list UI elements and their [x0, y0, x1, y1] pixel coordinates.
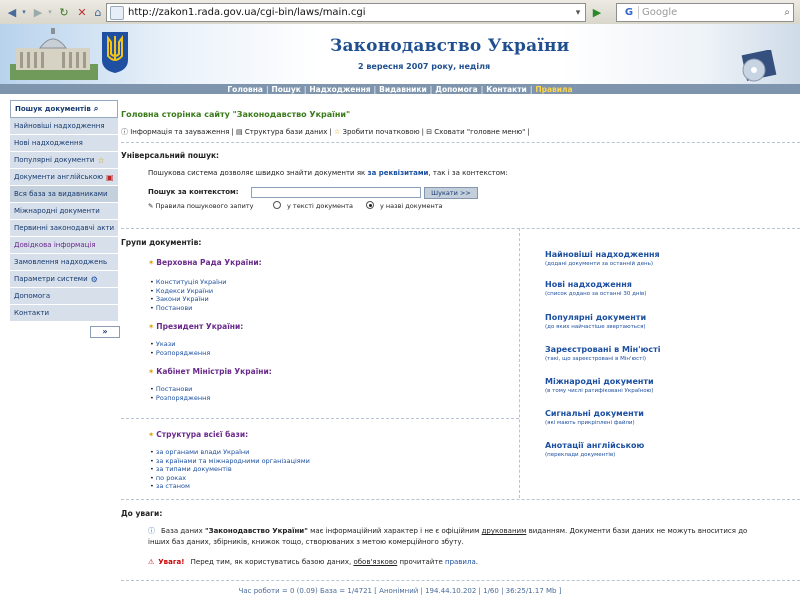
news-subtitle: (до яких найчастіше звертаються)	[545, 324, 646, 330]
sidebar-item-primary-acts[interactable]	[10, 220, 118, 237]
disclaimer-text: ⓘ База даних "Законодавство України" має інформаційний характер і не є офіційним друкованим виданням. Документи бази даних не можуть вноситися до інших баз даних, збірників, книжок тощо, створюваних з метою комерційного збуту.	[148, 527, 748, 546]
forward-icon[interactable]: ▶	[33, 5, 43, 19]
address-bar[interactable]	[106, 3, 586, 22]
magnifier-icon: ⌕	[93, 104, 99, 113]
context-search-label: Пошук за контекстом:	[148, 188, 239, 196]
radio-in-title[interactable]: у назві документа	[366, 201, 442, 210]
column-divider	[519, 228, 520, 498]
sidebar-item-label: Документи англійською	[14, 173, 104, 181]
attention-heading: До уваги:	[121, 509, 163, 518]
tool-info-link[interactable]: Інформація та зауваження	[130, 128, 230, 136]
star-icon: ☆	[333, 128, 341, 136]
topnav-home-link[interactable]: Головна	[227, 84, 263, 94]
sidebar-item-settings[interactable]	[10, 271, 118, 288]
cd-disc-icon	[740, 50, 778, 82]
sidebar-item-label: Міжнародні документи	[14, 207, 100, 215]
tool-hide-menu-link[interactable]: Сховати "головне меню"	[434, 128, 526, 136]
sidebar-item-subscriptions[interactable]	[10, 254, 118, 271]
news-registered[interactable]	[545, 345, 661, 362]
sidebar-item-reference[interactable]	[10, 237, 118, 254]
back-icon[interactable]: ◀	[7, 5, 17, 19]
warning-icon: ⚠	[148, 558, 155, 566]
hide-menu-icon: ⊟	[426, 128, 433, 136]
list-item[interactable]: • за органами влади України	[150, 448, 310, 457]
topnav-rules-link[interactable]: Правила	[535, 84, 573, 94]
news-subtitle: (додані документи за останній день)	[545, 261, 653, 267]
sidebar-item-help[interactable]	[10, 288, 118, 305]
uk-flag-icon: ▣	[106, 172, 114, 182]
news-subtitle: (такі, що зареєстровані в Мін'юсті)	[545, 356, 647, 362]
site-title: Законодавство України	[330, 36, 570, 56]
page-title: Головна сторінка сайту "Законодавство України"	[121, 110, 351, 119]
news-annotations[interactable]	[545, 441, 644, 458]
home-icon[interactable]: ⌂	[94, 5, 102, 19]
warning-text: ⚠ Увага! Перед тим, як користуватись базою даних, обов'язково прочитайте правила.	[148, 558, 478, 566]
search-box[interactable]	[616, 3, 794, 22]
back-dropdown-icon[interactable]: ▾	[22, 8, 26, 16]
list-item[interactable]: • Укази	[150, 340, 210, 349]
star-icon: ✶	[148, 258, 155, 267]
sidebar-item-label: Нові надходження	[14, 139, 83, 147]
news-title[interactable]: Найновіші надходження	[545, 250, 660, 259]
requisites-link[interactable]: за реквізитами	[367, 169, 429, 177]
news-subtitle: (переклади документів)	[545, 452, 616, 458]
news-new[interactable]	[545, 280, 646, 297]
news-popular[interactable]	[545, 313, 646, 330]
site-date: 2 вересня 2007 року, неділя	[358, 62, 491, 71]
list-item[interactable]: • за країнами та міжнародними організаціями	[150, 457, 310, 466]
topnav-help-link[interactable]: Допомога	[435, 84, 478, 94]
news-title[interactable]: Міжнародні документи	[545, 377, 654, 386]
list-item[interactable]: • за станом	[150, 482, 310, 491]
divider	[121, 228, 800, 229]
sidebar-item-label: Довідкова інформація	[14, 241, 96, 249]
forward-dropdown-icon[interactable]: ▾	[48, 8, 52, 16]
group-list-cabinet	[150, 385, 210, 402]
sidebar-item-search[interactable]	[10, 100, 118, 118]
sidebar-item-label: Контакти	[14, 309, 50, 317]
news-title[interactable]: Популярні документи	[545, 313, 647, 322]
warning-label: Увага!	[158, 558, 185, 566]
group-list-structure	[150, 448, 310, 491]
list-item[interactable]: • за типами документів	[150, 465, 310, 474]
rules-link[interactable]: правила	[445, 558, 476, 566]
radio-selected-icon[interactable]	[366, 201, 374, 209]
sidebar-item-label: Вся база за видавниками	[14, 190, 108, 198]
news-title[interactable]: Нові надходження	[545, 280, 632, 289]
search-magnifier-icon[interactable]: ⌕	[784, 7, 790, 18]
sidebar-item-contacts[interactable]	[10, 305, 118, 322]
stop-icon[interactable]: ✕	[77, 5, 87, 19]
parliament-building-image	[10, 28, 98, 80]
news-subtitle: (в тому числі ратифіковані Україною)	[545, 388, 654, 394]
structure-icon: ▤	[236, 128, 243, 136]
search-button[interactable]: Шукати >>	[424, 187, 478, 199]
search-placeholder[interactable]: Google	[642, 7, 678, 18]
gear-icon: ⚙	[90, 274, 98, 284]
address-dropdown-icon[interactable]: ▾	[575, 7, 581, 18]
list-item[interactable]: • Закони України	[150, 295, 226, 304]
sidebar-item-label: Первинні законодавчі акти	[14, 224, 115, 232]
topnav-search-link[interactable]: Пошук	[271, 84, 301, 94]
radio-in-text[interactable]: у тексті документа	[273, 201, 353, 210]
sidebar	[10, 100, 118, 338]
topnav-publishers-link[interactable]: Видавники	[379, 84, 427, 94]
page-tools: ⓘ Інформація та зауваження | ▤ Структура бази даних | ☆ Зробити початковою | ⊟ Сховати "головне меню" |	[121, 128, 530, 136]
news-signal[interactable]	[545, 409, 644, 426]
go-icon[interactable]: ▶	[592, 5, 602, 19]
tool-structure-link[interactable]: Структура бази даних	[244, 128, 328, 136]
topnav-contacts-link[interactable]: Контакти	[486, 84, 527, 94]
sidebar-item-label: Найновіші надходження	[14, 122, 105, 130]
news-title[interactable]: Зареєстровані в Мін'юсті	[545, 345, 661, 354]
footer-status: Час роботи = 0 (0.09) База = 1/4721 [ Анонімний | 194.44.10.202 | 1/60 | 36:25/1.17 Mb ]	[238, 587, 562, 595]
sidebar-item-popular[interactable]	[10, 152, 118, 169]
sidebar-item-label: Пошук документів	[15, 105, 91, 113]
divider	[121, 142, 800, 143]
divider	[121, 418, 519, 419]
info-icon: ⓘ	[148, 527, 155, 535]
list-item[interactable]: • Постанови	[150, 385, 210, 394]
list-item[interactable]: • Розпорядження	[150, 394, 210, 403]
sidebar-item-publishers[interactable]	[10, 186, 118, 203]
group-title-parliament[interactable]: ✶ Верховна Рада України:	[148, 258, 262, 267]
sidebar-item-label: Допомога	[14, 292, 51, 300]
news-subtitle: (список додано за останні 30 днів)	[545, 291, 647, 297]
browser-toolbar	[0, 0, 800, 25]
site-header	[0, 24, 800, 84]
list-item[interactable]: • по роках	[150, 474, 310, 483]
address-url[interactable]: http://zakon1.rada.gov.ua/cgi-bin/laws/main.cgi	[128, 7, 366, 18]
universal-search-description: Пошукова система дозволяє швидко знайти документи як за реквізитами, так і за контекстом:	[148, 169, 508, 177]
sidebar-item-newest[interactable]	[10, 118, 118, 135]
news-newest[interactable]	[545, 250, 660, 267]
sidebar-collapse-button[interactable]: »	[90, 326, 120, 338]
divider	[121, 499, 800, 500]
sidebar-item-international[interactable]	[10, 203, 118, 220]
group-list-parliament	[150, 278, 226, 312]
universal-search-heading: Універсальний пошук:	[121, 151, 220, 160]
group-title-cabinet[interactable]: ✶ Кабінет Міністрів України:	[148, 367, 272, 376]
info-icon: ⓘ	[121, 128, 128, 136]
search-rules-link[interactable]: ✎ Правила пошукового запиту	[148, 202, 254, 210]
list-item[interactable]: • Конституція України	[150, 278, 226, 287]
sidebar-item-label: Параметри системи	[14, 275, 88, 283]
list-item[interactable]: • Розпорядження	[150, 349, 210, 358]
topnav-arrivals-link[interactable]: Надходження	[309, 84, 371, 94]
news-title[interactable]: Анотації англійською	[545, 441, 645, 450]
divider	[121, 580, 800, 581]
sidebar-item-label: Замовлення надходжень	[14, 258, 108, 266]
list-item[interactable]: • Постанови	[150, 304, 226, 313]
context-search-input[interactable]	[251, 187, 421, 198]
google-icon[interactable]: G	[620, 6, 639, 19]
pen-icon: ✎	[148, 202, 154, 210]
star-icon: ☆	[97, 155, 105, 165]
group-title-structure[interactable]: ✶ Структура всієї бази:	[148, 430, 249, 439]
star-icon: ✶	[148, 322, 155, 331]
radio-icon[interactable]	[273, 201, 281, 209]
group-list-president	[150, 340, 210, 357]
news-subtitle: (які мають прикріплені файли)	[545, 420, 635, 426]
tool-homepage-link[interactable]: Зробити початковою	[342, 128, 420, 136]
sidebar-item-new[interactable]	[10, 135, 118, 152]
group-title-president[interactable]: ✶ Президент України:	[148, 322, 244, 331]
sidebar-item-english[interactable]	[10, 169, 118, 186]
document-groups-heading: Групи документів:	[121, 238, 202, 247]
trident-coat-of-arms-icon	[100, 30, 130, 74]
reload-icon[interactable]: ↻	[59, 5, 69, 19]
news-title[interactable]: Сигнальні документи	[545, 409, 644, 418]
top-navigation: Головна | Пошук | Надходження | Видавники | Допомога | Контакти | Правила	[0, 84, 800, 94]
news-international[interactable]	[545, 377, 654, 394]
sidebar-item-label: Популярні документи	[14, 156, 95, 164]
list-item[interactable]: • Кодекси України	[150, 287, 226, 296]
favicon-icon	[110, 6, 124, 20]
star-icon: ✶	[148, 430, 155, 439]
star-icon: ✶	[148, 367, 155, 376]
